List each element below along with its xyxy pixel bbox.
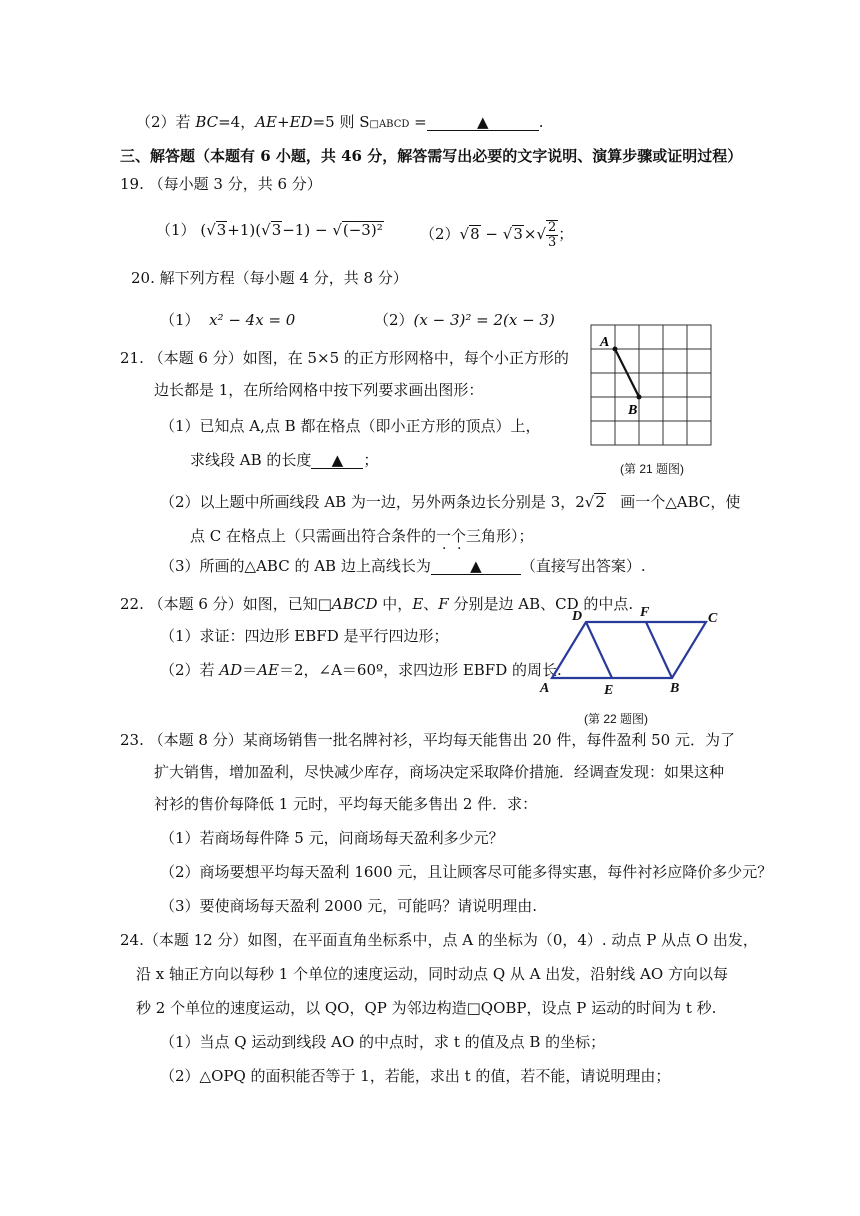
q22-figure-caption: (第 22 题图)	[584, 712, 649, 726]
q24-line3: 秒 2 个单位的速度运动，以 QO，QP 为邻边构造□QOBP，设点 P 运动的时间为 t 秒.	[136, 999, 717, 1017]
q21-figure-caption: (第 21 题图)	[620, 462, 685, 476]
label-c: C	[708, 611, 718, 626]
q18-part2: （2）若 BC=4，AE+ED=5 则 S□ABCD = ▲ .	[136, 113, 544, 131]
q22-part1: （1）求证：四边形 EBFD 是平行四边形；	[160, 627, 449, 645]
q20-part1: （1） x² − 4x = 0	[160, 311, 296, 329]
label-f: F	[640, 605, 650, 620]
q24-line2: 沿 x 轴正方向以每秒 1 个单位的速度运动，同时动点 Q 从 A 出发，沿射线 AO 方向以每	[136, 965, 728, 983]
q22-part2: （2）若 AD＝AE＝2，∠A＝60º，求四边形 EBFD 的周长.	[160, 661, 562, 679]
q20-part2: （2）(x − 3)² = 2(x − 3)	[374, 311, 555, 329]
label-d: D	[572, 609, 583, 624]
q21-heading-line1: 21. （本题 6 分）如图，在 5×5 的正方形网格中，每个小正方形的	[120, 349, 569, 367]
q21-part2-line2: 点 C 在格点上（只需画出符合条件的一个三角形）；	[190, 527, 534, 545]
label-e: E	[604, 683, 614, 698]
q20-heading: 20. 解下列方程（每小题 4 分，共 8 分）	[131, 269, 408, 287]
q21-grid-figure	[588, 322, 718, 452]
label-a: A	[540, 681, 550, 696]
q21-part1-line1: （1）已知点 A,点 B 都在格点（即小正方形的顶点）上，	[160, 417, 541, 435]
point-b	[637, 395, 642, 400]
label-a: A	[600, 335, 610, 350]
q23-line3: 衬衫的售价每降低 1 元时，平均每天能多售出 2 件．求：	[154, 795, 538, 813]
q24-part1: （1）当点 Q 运动到线段 AO 的中点时，求 t 的值及点 B 的坐标；	[160, 1033, 606, 1051]
q23-part2: （2）商场要想平均每天盈利 1600 元，且让顾客尽可能多得实惠，每件衬衫应降价多少元？	[160, 863, 773, 881]
section-heading: 三、解答题（本题有 6 小题，共 46 分，解答需写出必要的文字说明、演算步骤或证明过程）	[120, 147, 743, 165]
q24-part2: （2）△OPQ 的面积能否等于 1，若能，求出 t 的值，若不能，请说明理由；	[160, 1067, 671, 1085]
q21-part1-line2: 求线段 AB 的长度 ▲ ；	[190, 451, 379, 469]
label-b: B	[670, 681, 680, 696]
answer-blank: ▲	[427, 114, 539, 131]
q19-part1: （1） (√3+1)(√3−1) − √(−3)²	[156, 221, 383, 239]
q23-line1: 23. （本题 8 分）某商场销售一批名牌衬衫，平均每天能售出 20 件，每件盈利 50 元．为了	[120, 731, 735, 749]
q22-parallelogram-figure	[536, 600, 732, 700]
q24-line1: 24.（本题 12 分）如图，在平面直角坐标系中，点 A 的坐标为（0，4）. 动点 P 从点 O 出发，	[120, 931, 758, 949]
point-a	[613, 347, 618, 352]
q21-part3: （3）所画的△ABC 的 AB 边上高线长为 ▲ （直接写出答案）.	[160, 557, 646, 575]
q19-part2: （2）√8 − √3×√ $\frac{2}{3}$ ；	[420, 220, 574, 250]
q21-heading-line2: 边长都是 1，在所给网格中按下列要求画出图形：	[154, 381, 484, 399]
q23-part1: （1）若商场每件降 5 元，问商场每天盈利多少元？	[160, 829, 504, 847]
figure-lines	[552, 622, 706, 678]
q19-heading: 19. （每小题 3 分，共 6 分）	[120, 175, 322, 193]
label-b: B	[628, 403, 638, 418]
q21-part2-line1: （2）以上题中所画线段 AB 为一边，另外两条边长分别是 3，2√2 画一个△ABC，使	[160, 493, 741, 511]
q23-part3: （3）要使商场每天盈利 2000 元，可能吗？请说明理由.	[160, 897, 538, 915]
q23-line2: 扩大销售，增加盈利，尽快减少库存，商场决定采取降价措施．经调查发现：如果这种	[154, 763, 725, 781]
q22-heading: 22. （本题 6 分）如图，已知□ABCD 中，E、F 分别是边 AB、CD 的中点.	[120, 595, 634, 613]
